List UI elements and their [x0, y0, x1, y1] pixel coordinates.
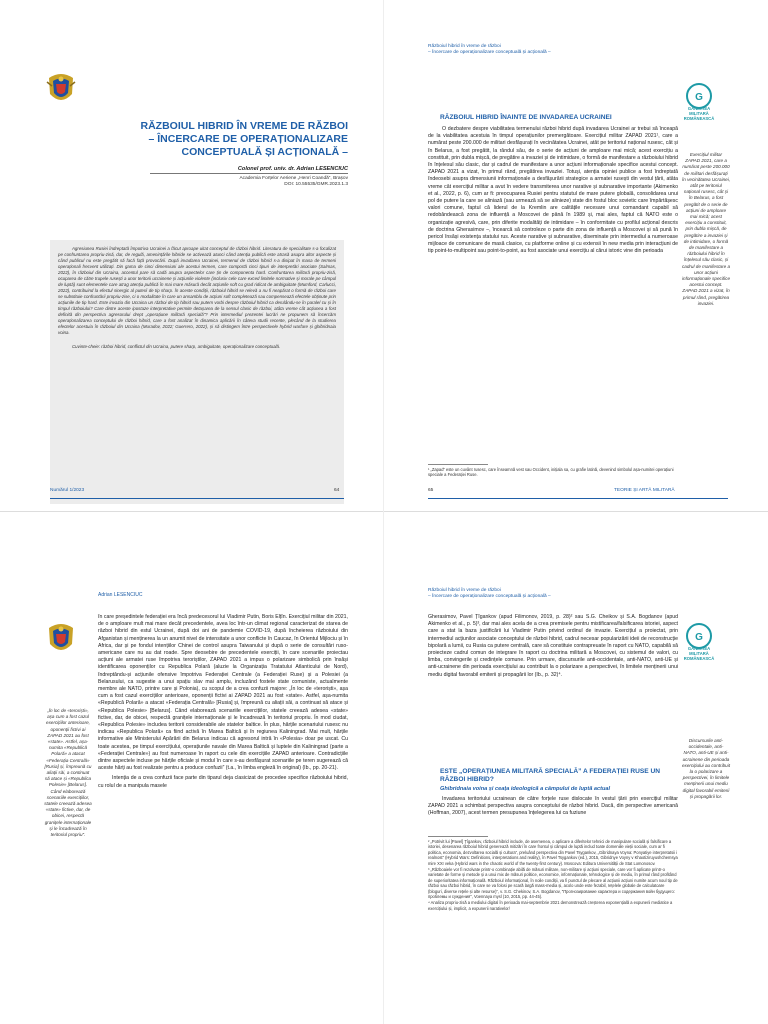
coat-of-arms-icon	[46, 72, 76, 106]
margin-note: Exercițiul militar ZAPAD 2021, care a numărat peste 200.000 de militari desfășurați în vecinătatea Ucrainei, atât pe teritoriul național rusesc, cât și în Belarus, a fost pregătit de o serie de acțiuni de amploare mai mică; acest exercițiu a constituit, prin dubla mișcă, de pregătire a invaziei și de intimidare, o formă de manifestare a războiului hibrid în înțelesul său clasic, și cadrul de manifestare a unor acțiuni informaționale specifice acestui concept. ZAPAD 2021 a vizat, în primul rând, pregătirea invaziei.	[682, 152, 731, 306]
footnote-2: ² „Potrivit lui [Pavel] Țîgankov, războiul hibrid include, de asemenea, o aplicare a diferitelor tehnici de manipulare socială și falsificare a istoriei, desenarea războiul hibrid generează mitizări în care frontul și câmpul de luptă includ toate domeniile vieții sociale, cum ar fi politica, economia, dezvoltarea socială și cultura”, preluând perspectiva din Pavel Tsygankov, „Gibridnaya Voyna: Ponyatiye interpretatsii i realnost” (Hybrid Wars: Definitions, interpretations and reality), în Pavel Tsygankov (ed.), 2015, Gibridnye Voyny v Khaotiziruyushchemsya mire XXI veka (Hybrid wars in the chaotic world of the twenty-first century). Moscova: Editura Universității de Stat Lomonosov.	[428, 839, 678, 866]
footnotes	[428, 839, 678, 911]
page4-body-2	[428, 796, 678, 818]
margin-note: Discursurile anti-occidentale, anti-NATO, anti-UE și anti-ucrainene din perioada exercițiului au contribuit la o polarizare a perspectivei, în limitele menținerii unui mediu digital favorabil emiterii și propagării lor.	[682, 738, 731, 799]
logo-caption: GÂNDIREA MILITARĂ ROMÂNEASCĂ	[683, 646, 715, 661]
page3-body	[98, 614, 348, 790]
page4-body	[428, 614, 678, 679]
footnote-rule	[428, 464, 488, 465]
page-67	[384, 512, 768, 1024]
svg-text:G: G	[695, 632, 703, 643]
page3-paragraph-2: Intenția de a crea confuzii face parte din tiparul deja clasicizat de procedee specifice războiului hibrid, cu rolul de a manipula masele	[98, 775, 348, 789]
running-header	[428, 44, 551, 56]
section-heading-2: ESTE „OPERAȚIUNEA MILITARĂ SPECIALĂ” A FEDERAȚIEI RUSE UN RĂZBOI HIBRID?	[440, 768, 661, 783]
running-header-line2: – Încercare de operaționalizare conceptuală și acțională –	[428, 594, 551, 599]
abstract-text: Agresiunea Rusiei îndreptată împotriva Ucrainei a făcut aproape uitat conceptul de război hibrid. Literatura de specialitate s-a focalizat pe confruntarea propriu-zisă, dar, de regulă, amenințările hibride se activează atunci când atenția publică este atrasă asupra altor aspecte și când publicul nu este pregătit să facă față provocării. După invadarea Ucrainei, termenul de război hibrid s-a disipat în masa de termeni operaționali frecvent utilizați. Din gama de cinci dimensiuni ale acestui termen, care comportă cinci tipuri de interpretări asociate (Salmas, 2022), în războiul din Ucraina, accentul pare să cadă asupra aspectelor care țin de componenta hard. Confruntarea militară propriu-zisă, ocuparea de către trupele rusești a unor teritorii ucrainene și acțiunile violente (inclusiv cele care exced limitele normative și morale pe câmpul de luptă) sunt elementele care atrag atenția publică în mai mare măsură decât acțiunile soft cu grad ridicat de ambiguitate (Mumford, Carlucci, 2022), contribuind la efectul sinergic al puterii de tip sharp. În aceste condiții, războiul hibrid se relevă a nu fi neapărat o formă de război care se substituie confruntării propriu-zise, ci o modalitate în care un ansamblu de acțiuni soft completează sau compensează efectele obținute prin acțiunile de tip hard. Este invazia din Ucraina un război de tip hibrid sau putem vorbi despre războiul hibrid ca derulându-se în paralel cu și în timpul războiului? Care dintre aceste ipostaze interpretative permite detașarea de la sensul clasic de război, atâta vreme cât acțiunea a fost definită din perspectiva agresorului drept „operațiune militară specială”? Prin intermediul prezentei lucrări ne propunem să încercăm operaționalizarea conceptului de război hibrid, care a fost analizat în dinamica aplicării în câteva studii recente, plecând de la studierea efectelor acestuia în războiul din Ucraina (Muradov, 2022; Guerrero, 2022), și să distingem între perspectivele hybrid warfare și ghibridnaia voina.	[58, 246, 336, 335]
margin-note: „În loc de «teroriști», așa cum a fost cazul exercițiilor anterioare, oponenții fictivi ai ZAPAD 2021 au fost «state». Astfel, așa-numita «Republică Polară» a atacat «Federația Centrală» [Rusia] și, împreună cu aliații săi, a continuat să atace și «Republica Polesie» [Belarus]. Când elaborează scenariile exercițiilor, statele creează adesea «state» fictive, dar, de obicei, respectă granițele internaționale și le încadrează în teritoriul propriu”.	[44, 708, 92, 838]
footnote-1: ¹ „Zapad” este un cuvânt rusesc, care înseamnă vest sau Occident, inițiala sa, cu grafie latină, devenind simbolul așa-numitei operațiuni speciale a Federației Ruse.	[428, 467, 674, 478]
page-64	[0, 0, 384, 512]
running-header-line1: Războiul hibrid în vreme de război	[428, 588, 501, 593]
subheading: Ghibridnaia voina și ceața ideologică a câmpului de luptă actual	[440, 786, 611, 792]
page-65	[384, 0, 768, 512]
abstract-box	[50, 240, 344, 504]
section-heading: RĂZBOIUL HIBRID ÎNAINTE DE INVADAREA UCRAINEI	[440, 114, 612, 121]
journal-issue: Numărul 1/2023	[50, 488, 85, 493]
keywords: Cuvinte-cheie: război hibrid, conflictul din Ucraina, putere sharp, ambiguitate, operaționalizare conceptuală.	[72, 344, 281, 349]
footnote-4: ⁴ Analiza propriu-zisă a mediului digital în perioada mai-septembrie 2021 demonstrează creșterea exponențială a expunerii mediatice a exercițiului și, implicit, a expunerii narativelor/	[428, 900, 673, 911]
running-header-line1: Războiul hibrid în vreme de război	[428, 44, 501, 49]
page4-paragraph-1: Gherasimov, Pavel Țîgankov (apud Filimonov, 2019, p. 28)² sau S.G. Cheikov și S.A. Bogdanov (apud Akimenko et al., p. 5)³, dar mai ales acela de a crea premisele pentru mistificarea/falsificarea istoriei, aspect care a stat la baza justificării lui Vladimir Putin privind ordinul de invazie. Exercițiul a proiectat, prin intermediul acțiunilor asociate conceptului de război hibrid, cadrul necesar popularizării ideii de reconstrucție bipolară a lumii, cu Rusia ca putere centrală, care să constituie contrapreuate în raport cu NATO, capabilă să proiecteze cadrul comun de integrare în raport cu doctrina militară a Moscovei, cu sistemul de valori, cu limba, convingerile și credințele comune. Prin urmare, discursurile anti-occidentale, anti-NATO, anti-UE și anti-ucrainene din perioada exercițiului au contribuit la o polarizare a perspectivei, în limitele menținerii unui mediu digital favorabil emiterii și propagării lor (Ib., p. 32)⁴.	[428, 614, 678, 678]
footer-rule	[50, 498, 344, 499]
article-author: Colonel prof. univ. dr. Adrian LESENCIUC	[150, 166, 348, 174]
page-number: 64	[334, 488, 340, 493]
spread-divider	[0, 511, 768, 512]
affiliation-line: Academia Forțelor Aeriene „Henri Coandă”, Brașov	[239, 176, 348, 181]
gutter	[383, 0, 384, 1024]
page-number: 65	[428, 488, 434, 493]
footnote-rule	[428, 836, 488, 837]
article-affiliation	[150, 176, 348, 188]
svg-text:G: G	[695, 92, 703, 103]
footnote-3: ³ „Războaiele vor fi rezolvate printr-o combinație abilă de măsuri militare, non-militare și acțiuni speciale, care vor fi aplicate printr-o varietate de forme și metode și a unui mix de măsuri politice, economice, informaționale, tehnologice și de mediu, în primul rând profitând de superioritatea informațională. Războiul informațional, în noile condiții, va fi punctul de plecare al acțiunii acțiuni numite acum noul tip de război sau război hibrid, în care se va folosi pe scară largă mass-media și, acolo unde este fezabil, rețelele globale de calculatoare (bloguri, diverse rețele și alte resurse)”, v. S.G. Chekinov, S.A. Bogdanov, "Прогнозирование характера и содержания войн будущего: проблемы и суждения", Voennaya mysl (10, 2015, pp. 44-45).	[428, 867, 678, 900]
page4-paragraph-2: Invadarea teritoriului ucrainean de către forțele ruse dislocate în vestul țării prin exercițiul militar ZAPAD 2021 a schimbat perspectiva asupra conceptului de război hibrid. Dacă, din perspective americană (Hoffman, 2007), acest termen presupunea înțelegerea lui ca fuziune	[428, 796, 678, 817]
section1-body	[428, 126, 678, 256]
running-header-author: Adrian LESENCIUC	[98, 592, 143, 598]
footer-rule	[428, 498, 728, 499]
doi-line: DOI: 10.55535/GMR.2023.1.3	[284, 182, 348, 187]
running-header	[428, 588, 551, 600]
logo-caption: GÂNDIREA MILITARĂ ROMÂNEASCĂ	[683, 106, 715, 121]
running-header-line2: – Încercare de operaționalizare conceptuală și acțională –	[428, 50, 551, 55]
journal-name: TEORIE ȘI ARTĂ MILITARĂ	[614, 488, 675, 493]
article-title: RĂZBOIUL HIBRID ÎN VREME DE RĂZBOI – ÎNCERCARE DE OPERAȚIONALIZARE CONCEPTUALĂ ȘI ACȚIONALĂ –	[140, 120, 348, 158]
section1-paragraph: O dezbatere despre viabilitatea termenului război hibrid după invadarea Ucrainei ar trebui să înceapă de la viabilitatea acestuia în timpul operațiunilor premergătoare. Exercițiul militar ZAPAD 2021¹, care a numărat peste 200.000 de militari desfășurați în vecinătatea Ucrainei, atât pe teritoriul național rusesc, cât și în Belarus, a fost pregătit, la rândul său, de o serie de acțiuni de amploare mai mică; acest exercițiu a constituit, prin dubla mișcă, de pregătire a invaziei și de intimidare, o formă de manifestare a războiului hibrid în înțelesul său clasic, dar și cadrul de manifestare a unor acțiuni informaționale specifice acestui concept. ZAPAD 2021 a vizat, în primul rând, pregătirea invaziei. Totuși, atenția opiniei publice a fost îndreptată îndeosebi asupra dimensiunii informaționale a desfășurării strategice a armatei rusești din vestul țării, atâta vreme cât exercițiul militar a avut în vedere transmiterea unor narative și subnarative importante (Akimenko et al., 2022, p. 6), cum ar fi: preocuparea Rusiei pentru statutul de mare putere globală, consolidarea unui pol de putere la care se aliniază (sau urmează să se alinieze) state din fostul bloc sovietic care împărtășesc valori comune, faptul că liderul de la Kremlin are calitățile necesare unui comandant capabil să redobândească zona de influență a Moscovei de până în 1989 și, mai ales, faptul că NATO este o organizație agresivă, care, prin diferite modalități de intimidare – în conformitate cu profilul acțional descris de doctrina Gherasimov –, încearcă să controleze o parte din zona de influență a Moscovei și să pună în pericol însăși existența statului rus. Aceste narative și subnarative, diseminate prin intermediul a numeroase mijloace de comunicare de masă clasice, cu platforme online și cu extensii în new media prin interacțiuni de tip point-to-multipoint sau point-to-point, au fost asociate unui exercițiu al cărui istoric vine din perioada	[428, 126, 678, 255]
page3-paragraph-1: în care președintele federației era încă predecesorul lui Vladimir Putin, Boris Elțîn. Exercițiul militar din 2021, de o amploare mult mai mare decât precedentele, avea loc într-un climat regional caracterizat de starea de război hibrid din estul Ucrainei, după doi ani de pandemie COVID-19, după încheierea războiului din Afganistan și menținerea la un anumit nivel de intensitate a unor conflicte în Caucaz, în Orientul Mijlociu și în Africa, dar și pe fondul intențiilor Chinei de control asupra Taiwanului și după o serie de consultări ruso-americane care nu au dat roade. Spre deosebire de precedentele exerciții, în care scenariile proiectau acțiuni ale armatei ruse împotriva teroriștilor, ZAPAD 2021 a impus o polarizare simbolică prin însăși identificarea oponenților cu Republica Polară (aluzie la Organizația Tratatului Atlanticului de Nord), îndreptându-și acțiunile ofensive împotriva Federației Centrale (a Federației Ruse) și a Polesiei (a Belarusului, ca sugestie a unui spațiu slav mai amplu, incluzând fostele state comuniste, actualmente membre ale NATO, printre care și Polonia), cu scopul de a crea confuzii majore: „În loc de «teroriști», așa cum a fost cazul exercițiilor anterioare, oponenții fictivi ai ZAPAD 2021 au fost «state». Astfel, așa-numita «Republică Polară» a atacat «Federația Centrală» [Rusia] și, împreună cu aliații săi, a continuat să atace și «Republica Polesie» [Belarus]. Când elaborează scenariile exercițiilor, statele creează adesea «state» fictive, dar, de obicei, respectă granițele internaționale și le încadrează în teritoriul propriu. În mod ciudat, «Republica Polesie» includea teritorii considerabile ale statelor baltice. În plus, hărțile scenariului rusesc nu indicau «Republica Polară» ca fiind activă în Marea Baltică și în regiunea Kaliningrad. Mai mult, hărțile informative ale Ministerului Apărării din Belarus indicau că agresorul intră în «Polesia» doar pe uscat. Cu toate acestea, pe timpul exercițiului, operațiunile navale din Marea Baltică și luptele din Kaliningrad (parte a «Federației Centrale») au fost numeroase în raport cu cele din exercițiile ZAPAD anterioare. Contradicțiile dintre aspectele incluse pe hărțile oficiale și modul în care s-au desfășurat scenariile pe teren sugerează că aceste hărți au fost realizate pentru a produce confuzii” (t.a., în limba engleză în original) (Ib., pp. 20-21).	[98, 614, 348, 772]
coat-of-arms-icon	[46, 622, 76, 656]
page-66	[0, 512, 384, 1024]
